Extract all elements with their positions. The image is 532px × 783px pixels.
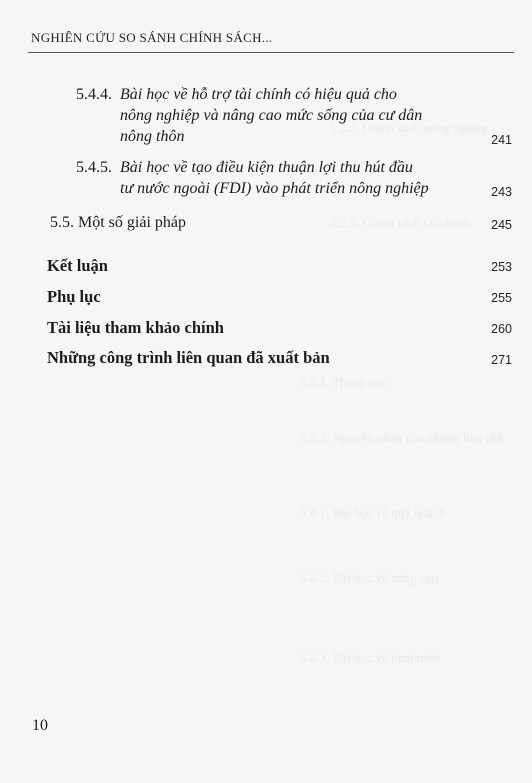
toc-entry-nhung-cong-trinh[interactable]: Những công trình liên quan đã xuất bản [47,348,330,367]
toc-page-number: 271 [491,353,512,367]
toc-entry-5-4-4[interactable] [76,84,486,154]
toc-entry-number: 5.4.4. [76,86,112,103]
toc-page-number: 253 [491,260,512,274]
toc-entry-ket-luan[interactable]: Kết luận [47,256,108,275]
toc-entry-title-line: Bài học về tạo điều kiện thuận lợi thu hút đầu [120,159,413,176]
toc-page-number: 260 [491,322,512,336]
toc-entry-title-line: tư nước ngoài (FDI) vào phát triển nông nghiệp [120,180,429,197]
toc-entry-number: 5.4.5. [76,159,112,176]
toc-page-number: 241 [491,133,512,147]
toc-entry-title-line: nông thôn [120,128,185,145]
toc-entry-phu-luc[interactable]: Phụ lục [47,287,101,306]
toc-entry-5-4-5[interactable] [76,157,486,205]
toc-page-number: 255 [491,291,512,305]
toc-entry-title-line: nông nghiệp và nâng cao mức sống của cư dân [120,107,423,124]
toc-entry-title-line: Bài học về hỗ trợ tài chính có hiệu quả cho [120,86,397,103]
page-folio: 10 [32,717,48,734]
running-header: NGHIÊN CỨU SO SÁNH CHÍNH SÁCH... [31,30,273,45]
toc-section-5-5[interactable]: 5.5. Một số giải pháp [50,214,186,231]
header-rule [28,52,514,53]
toc-page-number: 243 [491,185,512,199]
toc-entry-tai-lieu-tham-khao[interactable]: Tài liệu tham khảo chính [47,318,224,337]
toc-page-number: 245 [491,218,512,232]
